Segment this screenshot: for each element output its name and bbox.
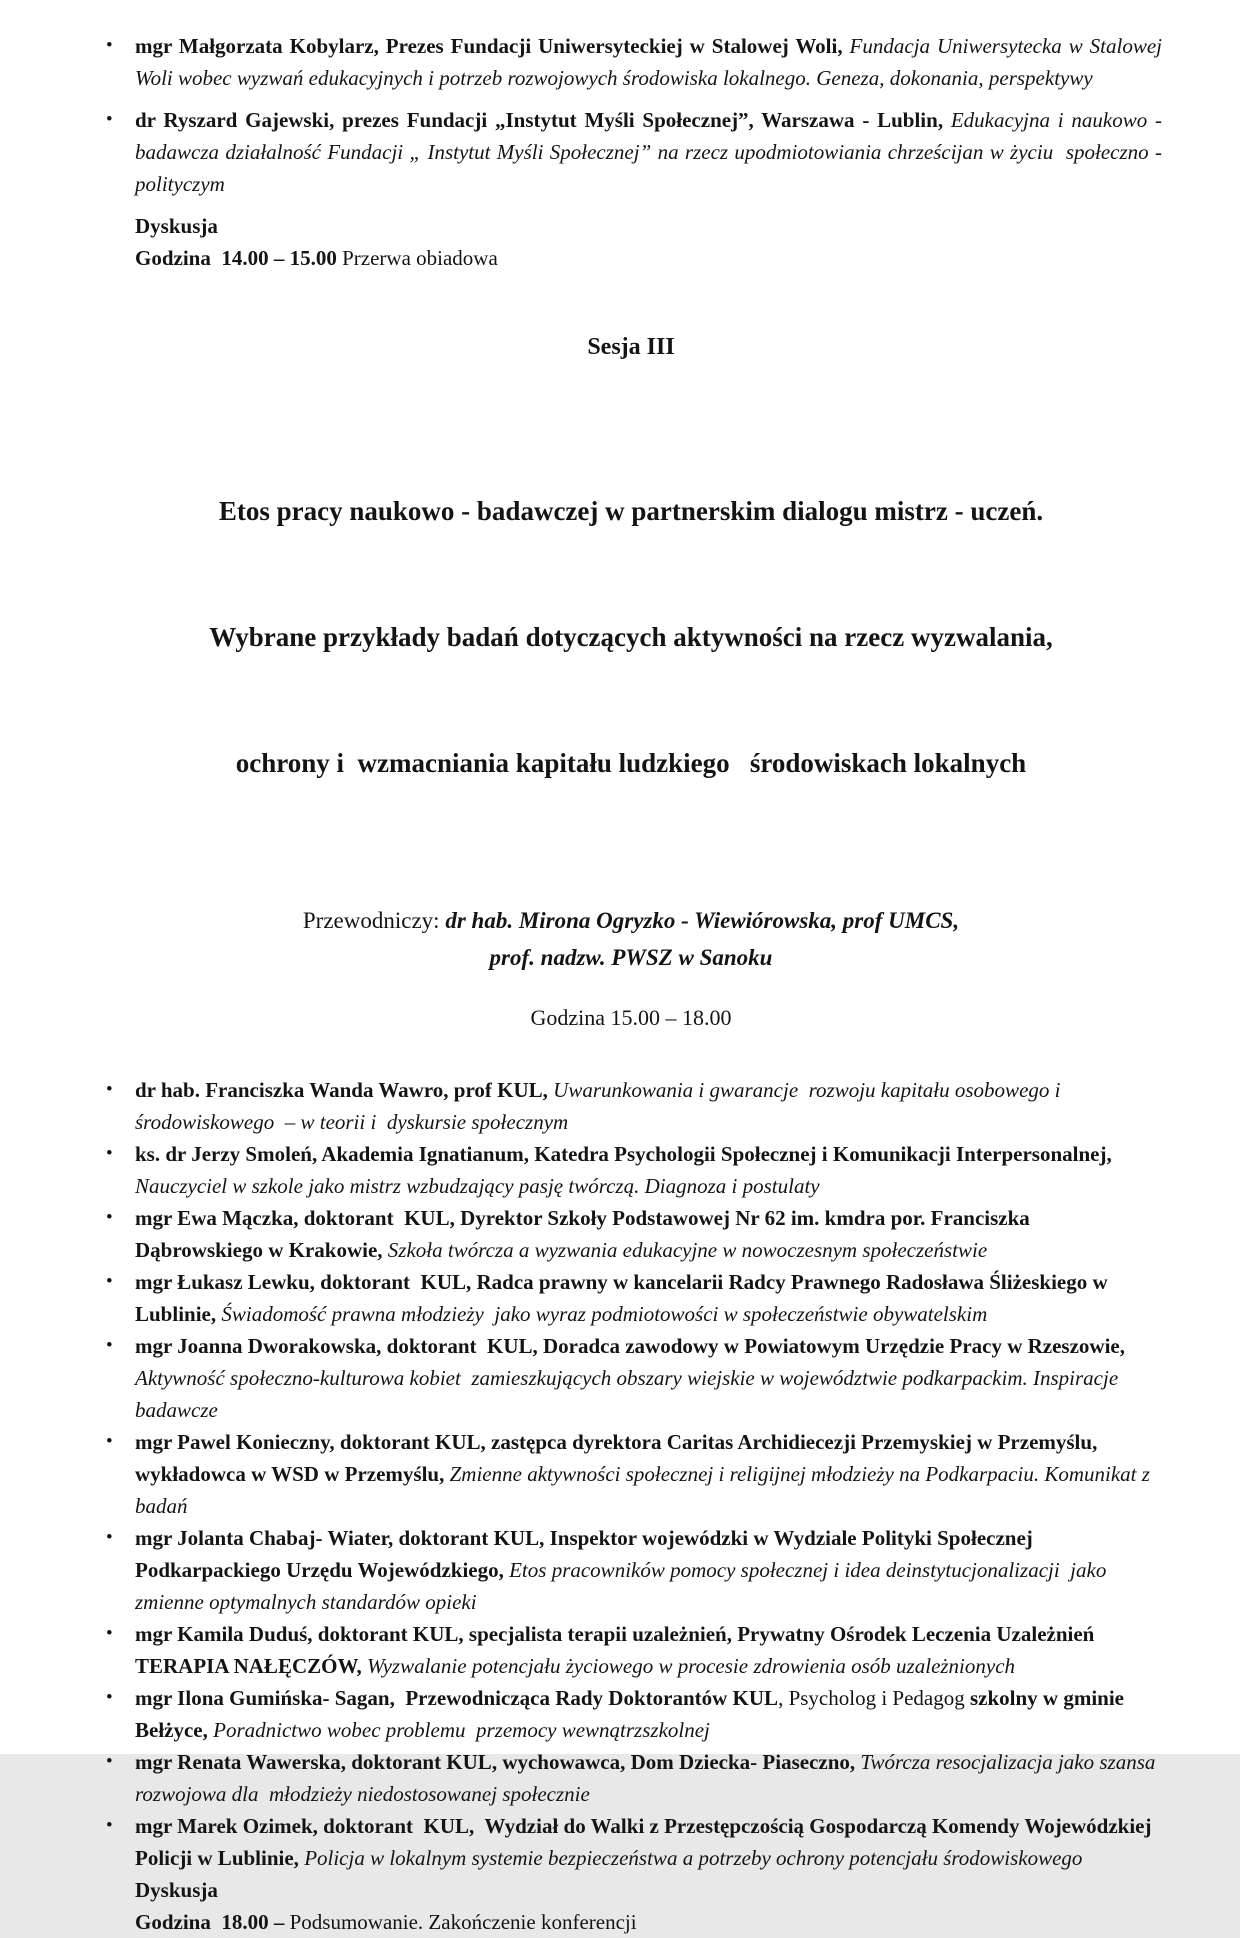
speaker-info: , Psycholog i Pedagog: [778, 1686, 970, 1710]
speaker-info: mgr Jolanta Chabaj- Wiater, doktorant KUL, Inspektor wojewódzki w Wydziale Polityki Społecznej Podkarpackiego Urzędu Wojewódzkiego,: [135, 1526, 1039, 1582]
speaker-info: mgr Ewa Mączka, doktorant KUL, Dyrektor Szkoły Podstawowej Nr 62 im. kmdra por. Franciszka Dąbrowskiego w Krakowie,: [135, 1206, 1036, 1262]
agenda-item: [100, 1138, 1162, 1202]
speaker-info: mgr Joanna Dworakowska, doktorant KUL, Doradca zawodowy w Powiatowym Urzędzie Pracy w Rzeszowie,: [135, 1334, 1131, 1358]
discussion-heading-2: Dyskusja: [135, 1878, 218, 1902]
agenda-item: [100, 1618, 1162, 1682]
lunch-break-label: Przerwa obiadowa: [336, 246, 498, 270]
paper-title: Świadomość prawna młodzieży jako wyraz podmiotowości w społeczeństwie obywatelskim: [221, 1302, 988, 1326]
closing-label: Podsumowanie. Zakończenie konferencji: [284, 1910, 637, 1934]
title-line-3: ochrony i wzmacniania kapitału ludzkiego środowiskach lokalnych: [235, 748, 1027, 778]
speaker-info: mgr Ilona Gumińska- Sagan, Przewodnicząca Rady Doktorantów KUL: [135, 1686, 779, 1710]
agenda-item: [100, 104, 1168, 200]
lunch-break-time: Godzina 14.00 – 15.00: [135, 246, 337, 270]
speaker-info: dr hab. Franciszka Wanda Wawro, prof KUL,: [135, 1078, 554, 1102]
lunch-break-line: [135, 242, 1162, 274]
agenda-item: [100, 1522, 1162, 1618]
paper-title: Policja w lokalnym systemie bezpieczeństwa a potrzeby ochrony potencjału środowiskowego: [304, 1846, 1083, 1870]
paper-title: Fundacja Uniwersytecka w Stalowej Woli wobec wyzwań edukacyjnych i potrzeb rozwojowych środowiska lokalnego. Geneza, dokonania, perspektywy: [135, 34, 1168, 90]
chair-label: Przewodniczy:: [302, 908, 446, 933]
speaker-info: ks. dr Jerzy Smoleń, Akademia Ignatianum, Katedra Psychologii Społecznej i Komunikacji Interpersonalnej,: [135, 1142, 1117, 1166]
agenda-item: [100, 1426, 1162, 1522]
speaker-info: mgr Małgorzata Kobylarz, Prezes Fundacji Uniwersyteckiej w Stalowej Woli,: [135, 34, 850, 58]
title-line-1: Etos pracy naukowo - badawczej w partnerskim dialogu mistrz - uczeń.: [218, 496, 1044, 526]
agenda-item: [100, 1746, 1162, 1810]
closing-line: [135, 1906, 1162, 1938]
paper-title: Uwarunkowania i gwarancje rozwoju kapitału osobowego i środowiskowego – w teorii i dyskursie społecznym: [135, 1078, 1071, 1134]
paper-title: Aktywność społeczno-kulturowa kobiet zamieszkujących obszary wiejskie w województwie podkarpackim. Inspiracje badawcze: [135, 1366, 1124, 1422]
agenda-item: [100, 30, 1168, 94]
paper-title: Nauczyciel w szkole jako mistrz wzbudzający pasję twórczą. Diagnoza i postulaty: [135, 1174, 820, 1198]
title-line-2: Wybrane przykłady badań dotyczących aktywności na rzecz wyzwalania,: [209, 622, 1053, 652]
speaker-info: mgr Łukasz Lewku, doktorant KUL, Radca prawny w kancelarii Radcy Prawnego Radosława Śliżeskiego w Lublinie,: [135, 1270, 1113, 1326]
agenda-item: [100, 1330, 1162, 1426]
speaker-info: dr Ryszard Gajewski, prezes Fundacji „Instytut Myśli Społecznej”, Warszawa - Lublin,: [135, 108, 951, 132]
session3-title: [100, 406, 1162, 868]
paper-title: Szkoła twórcza a wyzwania edukacyjne w nowoczesnym społeczeństwie: [387, 1238, 988, 1262]
agenda-item: [100, 1682, 1162, 1746]
closing-time: Godzina 18.00 –: [135, 1910, 285, 1934]
speaker-info: mgr Kamila Duduś, doktorant KUL, specjalista terapii uzależnień, Prywatny Ośrodek Leczenia Uzależnień TERAPIA NAŁĘCZÓW,: [135, 1622, 1100, 1678]
paper-title: Twórcza resocjalizacja jako szansa rozwojowa dla młodzieży niedostosowanej społecznie: [135, 1750, 1161, 1806]
speaker-info: mgr Marek Ozimek, doktorant KUL, Wydział do Walki z Przestępczością Gospodarczą Komendy Wojewódzkiej Policji w Lublinie,: [135, 1814, 1163, 1870]
paper-title: Etos pracowników pomocy społecznej i idea deinstytucjonalizacji jako zmienne optymalnych standardów opieki: [135, 1558, 1112, 1614]
agenda-item: [100, 1266, 1162, 1330]
chair-name: dr hab. Mirona Ogryzko - Wiewiórowska, prof UMCS,: [445, 908, 960, 933]
agenda-item: [100, 1810, 1162, 1874]
session2-list: [100, 30, 1168, 200]
paper-title: Poradnictwo wobec problemu przemocy wewnątrzszkolnej: [213, 1718, 710, 1742]
session3-heading: Sesja III: [587, 334, 675, 360]
paper-title: Zmienne aktywności społecznej i religijnej młodzieży na Podkarpaciu. Komunikat z badań: [135, 1462, 1156, 1518]
paper-title: Wyzwalanie potencjału życiowego w procesie zdrowienia osób uzależnionych: [367, 1654, 1016, 1678]
agenda-item: [100, 1074, 1162, 1138]
speaker-info: mgr Renata Wawerska, doktorant KUL, wychowawca, Dom Dziecka- Piaseczno,: [135, 1750, 861, 1774]
speaker-info: szkolny w gminie Bełżyce,: [135, 1686, 1130, 1742]
speaker-info: mgr Pawel Konieczny, doktorant KUL, zastępca dyrektora Caritas Archidiecezji Przemyskiej w Przemyślu, wykładowca w WSD w Przemyślu,: [135, 1430, 1103, 1486]
paper-title: Edukacyjna i naukowo - badawcza działalność Fundacji „ Instytut Myśli Społecznej” na rzecz upodmiotowiania chrześcijan w życiu społeczno - polityczym: [135, 108, 1168, 196]
session3-time: Godzina 15.00 – 18.00: [530, 1005, 732, 1030]
discussion-heading: Dyskusja: [135, 214, 218, 238]
chair-block: [100, 902, 1162, 976]
chair-affiliation: prof. nadzw. PWSZ w Sanoku: [489, 945, 773, 970]
agenda-item: [100, 1202, 1162, 1266]
session3-list: [100, 1074, 1162, 1874]
